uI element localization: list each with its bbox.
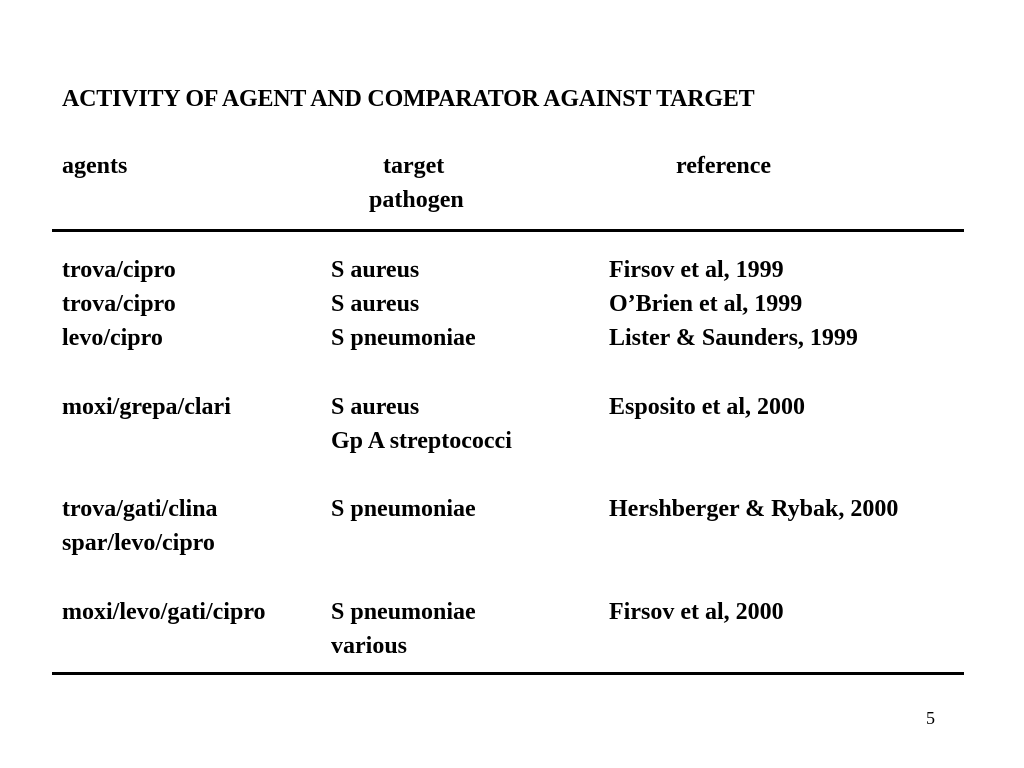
row-3-agent: levo/cipro <box>62 325 163 351</box>
header-agents: agents <box>62 153 128 179</box>
row-2-target: S aureus <box>331 291 420 317</box>
row-5-reference: Hershberger & Rybak, 2000 <box>609 496 899 522</box>
row-6-target: S pneumoniae <box>331 599 476 625</box>
bottom-rule <box>52 672 964 675</box>
row-3-target: S pneumoniae <box>331 325 476 351</box>
row-5-agent: trova/gati/clina <box>62 496 218 522</box>
row-2-reference: O’Brien et al, 1999 <box>609 291 803 317</box>
row-2-agent: trova/cipro <box>62 291 176 317</box>
top-rule <box>52 229 964 232</box>
row-1-reference: Firsov et al, 1999 <box>609 257 784 283</box>
header-target: target <box>383 153 445 179</box>
slide-title: ACTIVITY OF AGENT AND COMPARATOR AGAINST TARGET <box>62 86 755 112</box>
row-1-target: S aureus <box>331 257 420 283</box>
row-6-agent: moxi/levo/gati/cipro <box>62 599 266 625</box>
row-5-target: S pneumoniae <box>331 496 476 522</box>
header-target-pathogen: pathogen <box>369 187 464 213</box>
row-4-reference: Esposito et al, 2000 <box>609 394 806 420</box>
row-3-reference: Lister & Saunders, 1999 <box>609 325 858 351</box>
row-1-agent: trova/cipro <box>62 257 176 283</box>
header-reference: reference <box>676 153 772 179</box>
row-4-target: S aureus <box>331 394 420 420</box>
row-6-reference: Firsov et al, 2000 <box>609 599 784 625</box>
row-6-target-line2: various <box>331 633 408 659</box>
row-4-target-line2: Gp A streptococci <box>331 428 512 454</box>
row-4-agent: moxi/grepa/clari <box>62 394 231 420</box>
row-5-agent-line2: spar/levo/cipro <box>62 530 215 556</box>
page-number: 5 <box>926 708 935 728</box>
